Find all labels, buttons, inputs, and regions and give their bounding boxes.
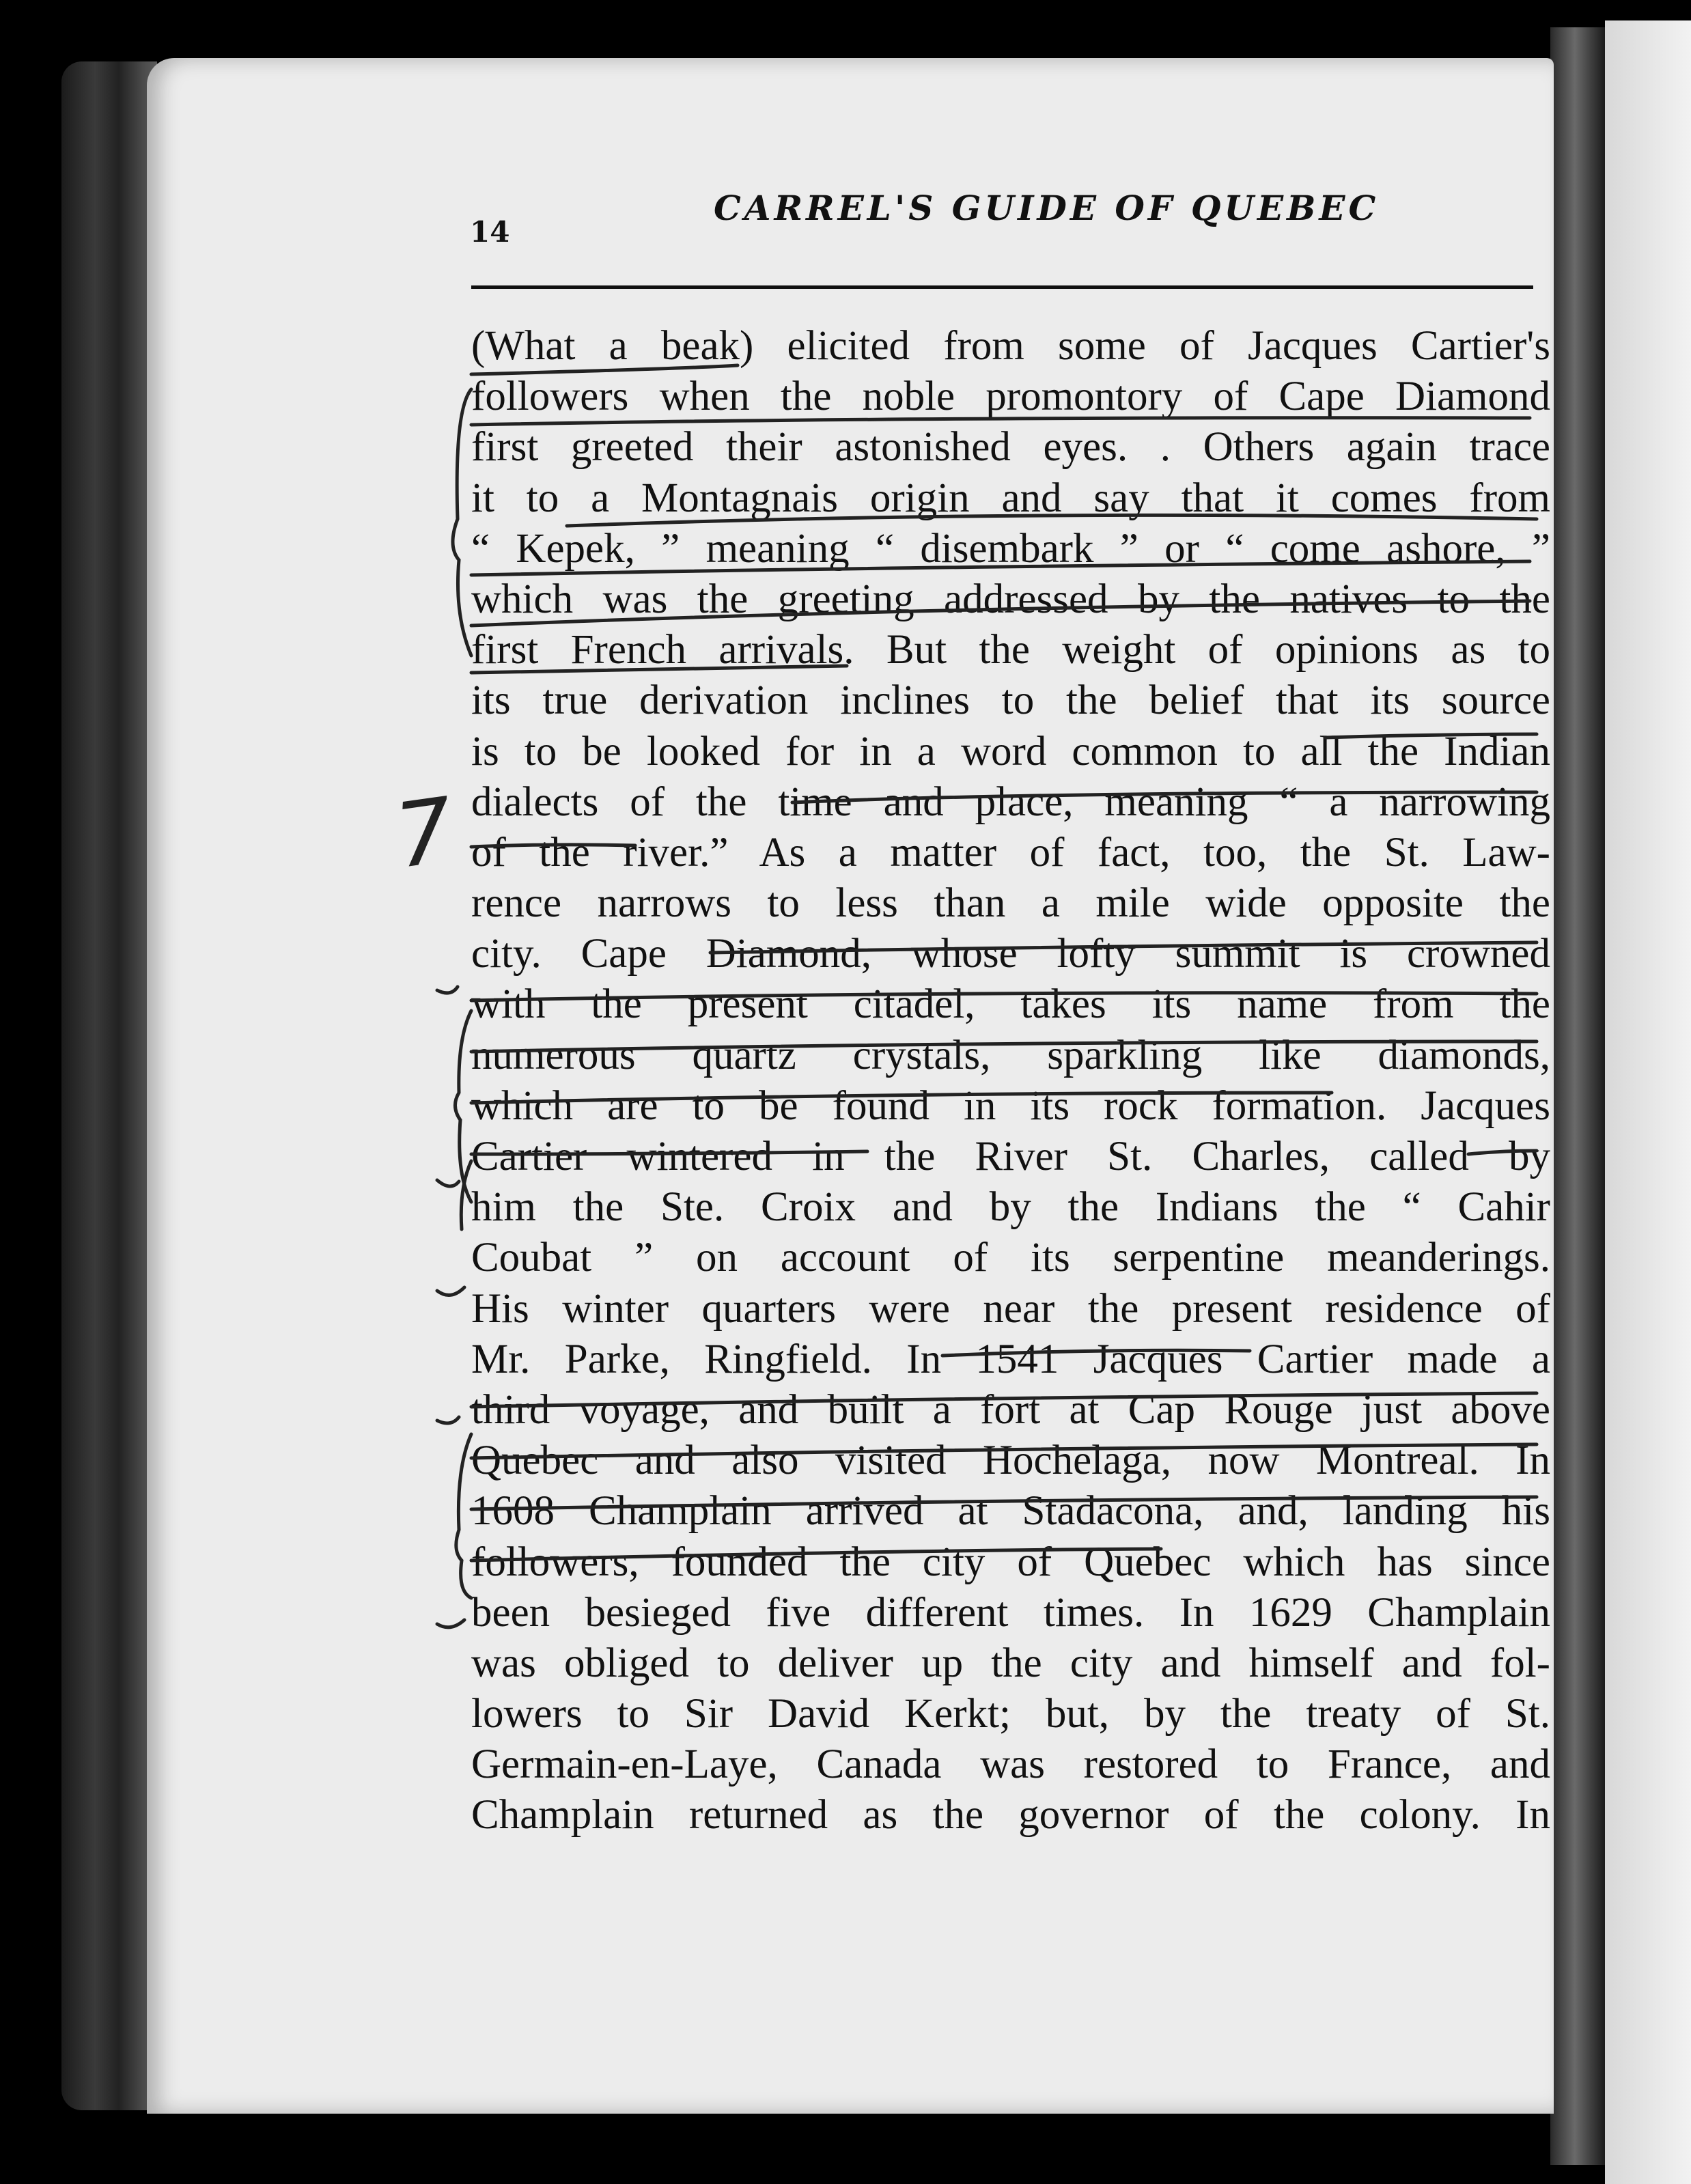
- text-line: Quebec and also visited Hochelaga, now Montreal. In: [471, 1438, 1550, 1484]
- text-line: His winter quarters were near the present residence of: [471, 1285, 1550, 1332]
- text-line: him the Ste. Croix and by the Indians the “ Cahir: [471, 1184, 1550, 1231]
- text-line: been besieged five different times. In 1629 Champlain: [471, 1589, 1550, 1636]
- book-gutter: [1550, 27, 1605, 2165]
- book-spine-edge: [61, 61, 157, 2110]
- text-line: “ Kepek, ” meaning “ disembark ” or “ come ashore, ”: [471, 525, 1550, 572]
- text-line: Germain-en-Laye, Canada was restored to France, and: [471, 1741, 1550, 1788]
- text-line: Mr. Parke, Ringfield. In 1541 Jacques Cartier made a: [471, 1336, 1550, 1382]
- text-line: Coubat ” on account of its serpentine meanderings.: [471, 1235, 1550, 1281]
- text-line: rence narrows to less than a mile wide opposite the: [471, 880, 1550, 927]
- text-line: followers, founded the city of Quebec which has since: [471, 1539, 1550, 1585]
- text-line: Champlain returned as the governor of the colony. In: [471, 1792, 1550, 1838]
- text-line: 1608 Champlain arrived at Stadacona, and, landing his: [471, 1488, 1550, 1535]
- text-line: with the present citadel, takes its name from the: [471, 981, 1550, 1028]
- text-line: its true derivation inclines to the belief that its source: [471, 677, 1550, 724]
- text-line: which are to be found in its rock formation. Jacques: [471, 1082, 1550, 1129]
- facing-page-edge: [1605, 20, 1691, 2184]
- text-line: lowers to Sir David Kerkt; but, by the treaty of St.: [471, 1691, 1550, 1737]
- text-line: which was the greeting addressed by the natives to the: [471, 576, 1550, 622]
- page-number: 14: [470, 215, 510, 249]
- text-line: first greeted their astonished eyes. . Others again trace: [471, 424, 1550, 471]
- body-text: [471, 321, 1550, 1841]
- text-line: of the river.” As a matter of fact, too, the St. Law-: [471, 829, 1550, 876]
- text-line: followers when the noble promontory of Cape Diamond: [471, 374, 1550, 420]
- text-line: it to a Montagnais origin and say that it comes from: [471, 475, 1550, 521]
- text-line: is to be looked for in a word common to all the Indian: [471, 728, 1550, 774]
- text-line: numerous quartz crystals, sparkling like diamonds,: [471, 1032, 1550, 1078]
- text-line: city. Cape Diamond, whose lofty summit is crowned: [471, 931, 1550, 977]
- text-line: dialects of the time and place, meaning “ a narrowing: [471, 779, 1550, 825]
- text-line: (What a beak) elicited from some of Jacques Cartier's: [471, 323, 1550, 369]
- header-rule: [471, 285, 1533, 289]
- running-title: CARREL'S GUIDE OF QUEBEC: [714, 188, 1380, 228]
- text-line: third voyage, and built a fort at Cap Rouge just above: [471, 1386, 1550, 1433]
- text-line: was obliged to deliver up the city and himself and fol-: [471, 1640, 1550, 1686]
- text-line: first French arrivals. But the weight of opinions as to: [471, 627, 1550, 673]
- text-line: Cartier wintered in the River St. Charles, called by: [471, 1134, 1550, 1179]
- margin-number-mark: 7: [389, 777, 460, 888]
